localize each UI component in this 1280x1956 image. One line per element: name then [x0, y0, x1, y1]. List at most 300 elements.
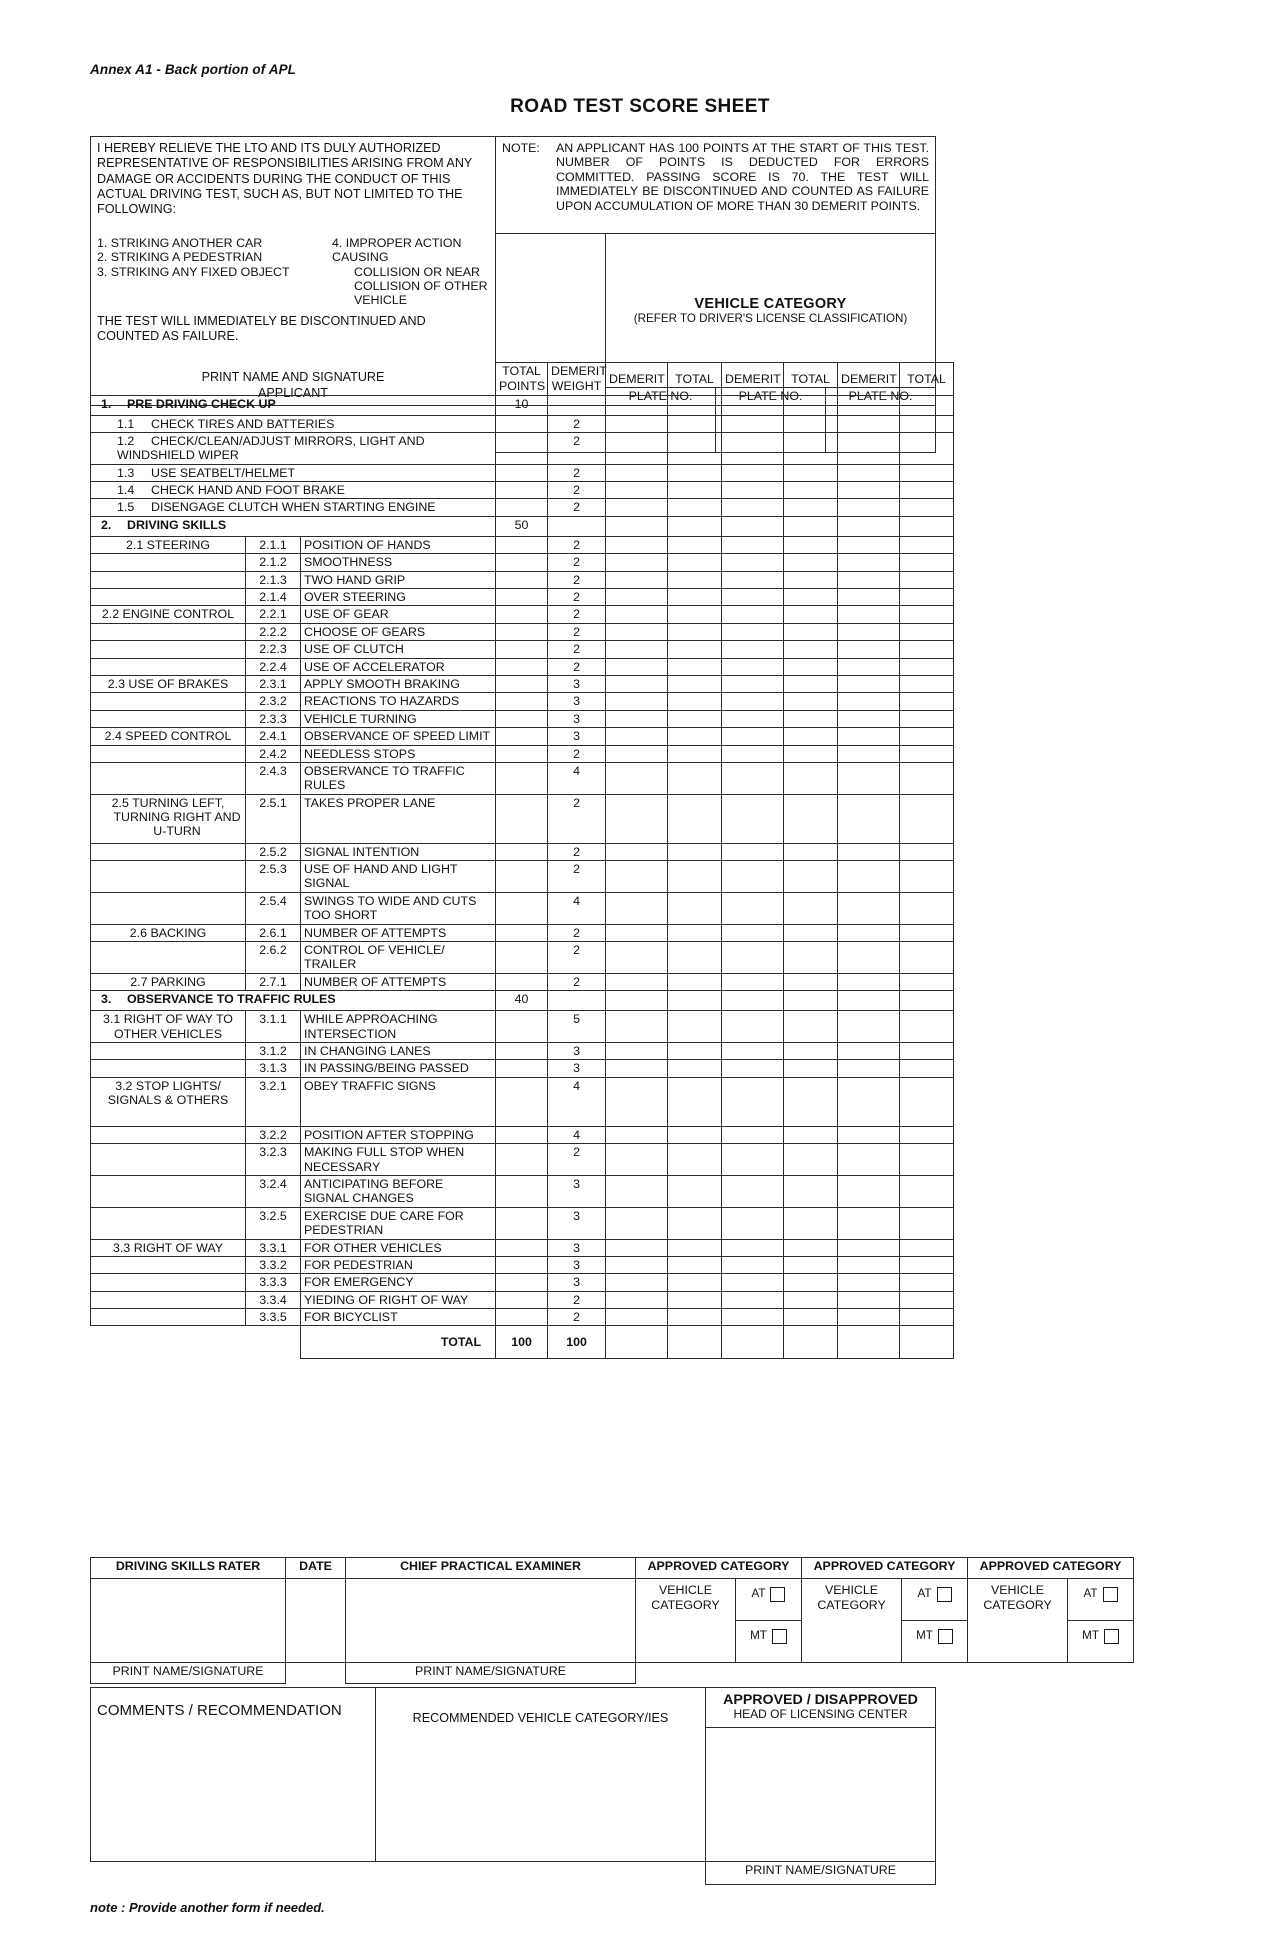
score-cell[interactable] [606, 1043, 668, 1060]
score-cell[interactable] [784, 482, 838, 499]
score-cell[interactable] [722, 861, 784, 893]
score-cell[interactable] [606, 1077, 668, 1126]
score-cell[interactable] [838, 415, 900, 432]
score-cell[interactable] [900, 861, 954, 893]
score-cell[interactable] [900, 536, 954, 553]
score-cell[interactable] [722, 1011, 784, 1043]
score-cell[interactable] [668, 1175, 722, 1207]
score-cell[interactable] [900, 942, 954, 974]
item-code: 2.4.3 [246, 762, 301, 794]
score-cell[interactable] [668, 843, 722, 860]
score-cell[interactable] [900, 1326, 954, 1359]
date-field[interactable] [286, 1579, 346, 1663]
score-cell[interactable] [668, 675, 722, 692]
score-cell[interactable] [900, 728, 954, 745]
score-cell[interactable] [668, 415, 722, 432]
mt-row-3[interactable] [1071, 1622, 1130, 1650]
score-cell[interactable] [668, 973, 722, 990]
at-checkbox-2[interactable] [937, 1587, 952, 1602]
score-cell[interactable] [784, 395, 838, 415]
score-cell[interactable] [668, 1326, 722, 1359]
score-cell[interactable] [784, 1043, 838, 1060]
score-cell[interactable] [784, 1126, 838, 1143]
score-cell[interactable] [900, 554, 954, 571]
item-code: 3.3.1 [246, 1239, 301, 1256]
score-cell[interactable] [722, 606, 784, 623]
score-cell[interactable] [606, 415, 668, 432]
score-cell[interactable] [900, 415, 954, 432]
at-checkbox-cell-3[interactable] [1068, 1579, 1134, 1621]
score-cell[interactable] [606, 942, 668, 974]
item-total-points [496, 693, 548, 710]
approval-signature-field[interactable] [706, 1728, 936, 1862]
score-cell[interactable] [784, 1175, 838, 1207]
score-cell[interactable] [900, 499, 954, 516]
score-cell[interactable] [606, 843, 668, 860]
score-cell[interactable] [784, 991, 838, 1011]
score-cell[interactable] [668, 1207, 722, 1239]
score-cell[interactable] [784, 861, 838, 893]
score-cell[interactable] [668, 395, 722, 415]
score-cell[interactable] [606, 658, 668, 675]
score-cell[interactable] [784, 415, 838, 432]
score-cell[interactable] [606, 395, 668, 415]
score-cell[interactable] [900, 1239, 954, 1256]
score-cell[interactable] [900, 606, 954, 623]
score-cell[interactable] [838, 1309, 900, 1326]
score-cell[interactable] [722, 589, 784, 606]
at-checkbox-3[interactable] [1103, 1587, 1118, 1602]
score-cell[interactable] [838, 892, 900, 924]
score-cell[interactable] [838, 693, 900, 710]
score-cell[interactable] [722, 942, 784, 974]
section-header-row [91, 395, 954, 415]
score-cell[interactable] [838, 1060, 900, 1077]
score-cell[interactable] [900, 1256, 954, 1273]
score-cell[interactable] [722, 973, 784, 990]
score-cell[interactable] [784, 1239, 838, 1256]
score-cell[interactable] [606, 762, 668, 794]
score-cell[interactable] [784, 1291, 838, 1308]
item-total-points [496, 464, 548, 481]
score-cell[interactable] [900, 794, 954, 843]
score-cell[interactable] [900, 973, 954, 990]
score-cell[interactable] [722, 1274, 784, 1291]
score-cell[interactable] [784, 1207, 838, 1239]
score-cell[interactable] [900, 675, 954, 692]
score-cell[interactable] [838, 482, 900, 499]
score-row [91, 606, 954, 623]
score-cell[interactable] [722, 482, 784, 499]
score-cell[interactable] [784, 1274, 838, 1291]
score-cell[interactable] [900, 1043, 954, 1060]
score-cell[interactable] [668, 1126, 722, 1143]
score-cell[interactable] [606, 745, 668, 762]
score-cell[interactable] [838, 641, 900, 658]
score-cell[interactable] [606, 482, 668, 499]
score-cell[interactable] [784, 658, 838, 675]
score-cell[interactable] [900, 892, 954, 924]
score-cell[interactable] [606, 991, 668, 1011]
score-cell[interactable] [722, 1175, 784, 1207]
score-cell[interactable] [722, 693, 784, 710]
score-cell[interactable] [722, 571, 784, 588]
score-cell[interactable] [722, 892, 784, 924]
score-cell[interactable] [668, 1011, 722, 1043]
score-cell[interactable] [668, 1291, 722, 1308]
score-cell[interactable] [900, 1077, 954, 1126]
score-cell[interactable] [900, 589, 954, 606]
score-cell[interactable] [838, 1126, 900, 1143]
score-cell[interactable] [668, 794, 722, 843]
item-total-points [496, 571, 548, 588]
mt-checkbox-cell-1[interactable] [736, 1621, 802, 1663]
score-cell[interactable] [722, 1256, 784, 1273]
item-group-label [91, 1043, 246, 1060]
score-cell[interactable] [900, 658, 954, 675]
score-cell[interactable] [784, 675, 838, 692]
score-cell[interactable] [722, 1326, 784, 1359]
score-cell[interactable] [722, 1060, 784, 1077]
score-cell[interactable] [900, 1126, 954, 1143]
score-cell[interactable] [668, 516, 722, 536]
score-cell[interactable] [784, 499, 838, 516]
score-cell[interactable] [900, 693, 954, 710]
score-cell[interactable] [900, 924, 954, 941]
score-cell[interactable] [838, 1256, 900, 1273]
score-cell[interactable] [722, 641, 784, 658]
score-cell[interactable] [784, 1256, 838, 1273]
score-cell[interactable] [722, 464, 784, 481]
score-cell[interactable] [838, 710, 900, 727]
score-cell[interactable] [784, 745, 838, 762]
score-cell[interactable] [784, 693, 838, 710]
score-cell[interactable] [900, 623, 954, 640]
score-cell[interactable] [838, 675, 900, 692]
score-cell[interactable] [606, 1144, 668, 1176]
score-cell[interactable] [838, 554, 900, 571]
score-cell[interactable] [606, 1011, 668, 1043]
score-cell[interactable] [722, 1077, 784, 1126]
score-cell[interactable] [784, 1144, 838, 1176]
score-cell[interactable] [784, 710, 838, 727]
score-cell[interactable] [784, 924, 838, 941]
score-cell[interactable] [838, 924, 900, 941]
score-cell[interactable] [722, 536, 784, 553]
score-cell[interactable] [838, 1274, 900, 1291]
item-code: 2.1.1 [246, 536, 301, 553]
score-cell[interactable] [784, 1309, 838, 1326]
score-cell[interactable] [838, 499, 900, 516]
score-cell[interactable] [900, 432, 954, 464]
score-cell[interactable] [606, 641, 668, 658]
score-cell[interactable] [838, 1207, 900, 1239]
score-cell[interactable] [838, 991, 900, 1011]
score-cell[interactable] [606, 1060, 668, 1077]
score-cell[interactable] [722, 843, 784, 860]
score-cell[interactable] [668, 589, 722, 606]
score-row [91, 464, 954, 481]
at-row-3[interactable] [1071, 1580, 1130, 1608]
score-cell[interactable] [722, 991, 784, 1011]
at-row-2[interactable] [905, 1580, 964, 1608]
score-cell[interactable] [784, 516, 838, 536]
score-cell[interactable] [900, 710, 954, 727]
score-cell[interactable] [784, 973, 838, 990]
score-cell[interactable] [606, 1175, 668, 1207]
score-cell[interactable] [668, 606, 722, 623]
score-cell[interactable] [722, 794, 784, 843]
mt-checkbox-3[interactable] [1104, 1629, 1119, 1644]
score-cell[interactable] [668, 1144, 722, 1176]
score-cell[interactable] [900, 1207, 954, 1239]
score-cell[interactable] [722, 1043, 784, 1060]
score-cell[interactable] [838, 1144, 900, 1176]
score-cell[interactable] [784, 1077, 838, 1126]
score-cell[interactable] [838, 516, 900, 536]
score-cell[interactable] [606, 1291, 668, 1308]
score-cell[interactable] [606, 623, 668, 640]
score-cell[interactable] [606, 675, 668, 692]
item-group-label [91, 623, 246, 640]
score-cell[interactable] [838, 464, 900, 481]
score-cell[interactable] [784, 843, 838, 860]
item-demerit-weight: 4 [548, 1077, 606, 1126]
score-cell[interactable] [606, 516, 668, 536]
score-cell[interactable] [668, 1274, 722, 1291]
item-code: 1.4 [117, 483, 135, 498]
score-cell[interactable] [900, 1309, 954, 1326]
score-cell[interactable] [668, 554, 722, 571]
score-cell[interactable] [838, 606, 900, 623]
score-cell[interactable] [784, 762, 838, 794]
score-cell[interactable] [668, 658, 722, 675]
mt-checkbox-1[interactable] [772, 1629, 787, 1644]
score-cell[interactable] [900, 482, 954, 499]
score-cell[interactable] [784, 641, 838, 658]
score-cell[interactable] [722, 415, 784, 432]
score-cell[interactable] [606, 728, 668, 745]
score-cell[interactable] [900, 745, 954, 762]
score-cell[interactable] [838, 1011, 900, 1043]
score-cell[interactable] [606, 693, 668, 710]
score-cell[interactable] [722, 1126, 784, 1143]
rater-signature-field[interactable] [91, 1579, 286, 1663]
score-cell[interactable] [668, 432, 722, 464]
score-cell[interactable] [838, 589, 900, 606]
at-row-1[interactable] [739, 1580, 798, 1608]
score-cell[interactable] [900, 516, 954, 536]
score-cell[interactable] [722, 1144, 784, 1176]
score-cell[interactable] [722, 499, 784, 516]
score-cell[interactable] [838, 536, 900, 553]
score-cell[interactable] [784, 536, 838, 553]
score-cell[interactable] [784, 432, 838, 464]
score-cell[interactable] [722, 554, 784, 571]
score-cell[interactable] [838, 762, 900, 794]
score-cell[interactable] [606, 589, 668, 606]
score-cell[interactable] [838, 658, 900, 675]
score-cell[interactable] [838, 1077, 900, 1126]
score-cell[interactable] [838, 861, 900, 893]
score-cell[interactable] [900, 843, 954, 860]
score-cell[interactable] [606, 1326, 668, 1359]
score-cell[interactable] [606, 1239, 668, 1256]
score-cell[interactable] [606, 973, 668, 990]
score-cell[interactable] [784, 1011, 838, 1043]
score-cell[interactable] [900, 571, 954, 588]
score-cell[interactable] [668, 745, 722, 762]
score-cell[interactable] [722, 395, 784, 415]
score-cell[interactable] [668, 1043, 722, 1060]
score-cell[interactable] [606, 1274, 668, 1291]
score-cell[interactable] [722, 1291, 784, 1308]
score-cell[interactable] [722, 762, 784, 794]
score-cell[interactable] [606, 1309, 668, 1326]
score-cell[interactable] [722, 432, 784, 464]
score-cell[interactable] [784, 464, 838, 481]
score-cell[interactable] [606, 1256, 668, 1273]
score-cell[interactable] [838, 571, 900, 588]
score-cell[interactable] [722, 728, 784, 745]
mt-row-1[interactable] [739, 1622, 798, 1650]
mt-checkbox-cell-3[interactable] [1068, 1621, 1134, 1663]
at-checkbox-cell-1[interactable] [736, 1579, 802, 1621]
score-cell[interactable] [668, 1309, 722, 1326]
score-cell[interactable] [606, 1126, 668, 1143]
score-cell[interactable] [722, 745, 784, 762]
score-cell[interactable] [838, 395, 900, 415]
score-cell[interactable] [668, 892, 722, 924]
score-cell[interactable] [900, 395, 954, 415]
score-cell[interactable] [838, 942, 900, 974]
recommended-category-field[interactable] [376, 1862, 706, 1885]
score-cell[interactable] [722, 924, 784, 941]
item-group-label [91, 554, 246, 571]
score-cell[interactable] [668, 1077, 722, 1126]
score-cell[interactable] [722, 1309, 784, 1326]
score-cell[interactable] [838, 1239, 900, 1256]
score-cell[interactable] [838, 745, 900, 762]
score-cell[interactable] [606, 1207, 668, 1239]
score-cell[interactable] [838, 1291, 900, 1308]
score-cell[interactable] [668, 728, 722, 745]
score-cell[interactable] [838, 432, 900, 464]
score-cell[interactable] [900, 641, 954, 658]
mt-checkbox-2[interactable] [938, 1629, 953, 1644]
declaration-item-4: 4. IMPROPER ACTION CAUSING [332, 235, 462, 265]
score-cell[interactable] [784, 606, 838, 623]
score-cell[interactable] [784, 942, 838, 974]
score-cell[interactable] [668, 641, 722, 658]
score-cell[interactable] [606, 794, 668, 843]
score-cell[interactable] [606, 571, 668, 588]
score-cell[interactable] [722, 623, 784, 640]
score-cell[interactable] [668, 499, 722, 516]
score-cell[interactable] [838, 623, 900, 640]
score-cell[interactable] [606, 924, 668, 941]
score-cell[interactable] [900, 1060, 954, 1077]
score-cell[interactable] [900, 1144, 954, 1176]
score-cell[interactable] [838, 794, 900, 843]
score-cell[interactable] [606, 432, 668, 464]
score-cell[interactable] [668, 1239, 722, 1256]
score-cell[interactable] [606, 464, 668, 481]
score-cell[interactable] [606, 606, 668, 623]
score-cell[interactable] [900, 991, 954, 1011]
mt-row-2[interactable] [905, 1622, 964, 1650]
score-cell[interactable] [900, 1291, 954, 1308]
score-cell[interactable] [722, 1239, 784, 1256]
item-code: 2.5.3 [246, 861, 301, 893]
score-row [91, 1239, 954, 1256]
score-cell[interactable] [606, 554, 668, 571]
score-cell[interactable] [668, 536, 722, 553]
score-cell[interactable] [784, 589, 838, 606]
score-cell[interactable] [784, 1060, 838, 1077]
score-cell[interactable] [722, 1207, 784, 1239]
score-cell[interactable] [838, 843, 900, 860]
score-cell[interactable] [606, 536, 668, 553]
score-cell[interactable] [838, 973, 900, 990]
score-cell[interactable] [668, 623, 722, 640]
score-cell[interactable] [900, 464, 954, 481]
score-cell[interactable] [784, 554, 838, 571]
score-cell[interactable] [668, 1060, 722, 1077]
score-cell[interactable] [668, 861, 722, 893]
score-cell[interactable] [722, 675, 784, 692]
score-cell[interactable] [900, 762, 954, 794]
score-cell[interactable] [838, 1175, 900, 1207]
score-cell[interactable] [668, 710, 722, 727]
score-cell[interactable] [668, 482, 722, 499]
score-cell[interactable] [722, 658, 784, 675]
score-cell[interactable] [668, 1256, 722, 1273]
at-checkbox-1[interactable] [770, 1587, 785, 1602]
score-cell[interactable] [784, 571, 838, 588]
score-cell[interactable] [606, 861, 668, 893]
score-cell[interactable] [722, 710, 784, 727]
score-cell[interactable] [668, 762, 722, 794]
score-cell[interactable] [900, 1274, 954, 1291]
score-cell[interactable] [838, 728, 900, 745]
score-cell[interactable] [606, 499, 668, 516]
comments-field[interactable] [91, 1862, 376, 1885]
mt-checkbox-cell-2[interactable] [902, 1621, 968, 1663]
score-cell[interactable] [668, 942, 722, 974]
examiner-signature-field[interactable] [346, 1579, 636, 1663]
score-cell[interactable] [838, 1043, 900, 1060]
score-cell[interactable] [668, 464, 722, 481]
score-cell[interactable] [668, 991, 722, 1011]
score-cell[interactable] [784, 623, 838, 640]
score-cell[interactable] [668, 571, 722, 588]
score-cell[interactable] [606, 710, 668, 727]
score-cell[interactable] [900, 1011, 954, 1043]
score-cell[interactable] [784, 728, 838, 745]
score-cell[interactable] [900, 1175, 954, 1207]
score-cell[interactable] [606, 892, 668, 924]
at-checkbox-cell-2[interactable] [902, 1579, 968, 1621]
score-cell[interactable] [838, 1326, 900, 1359]
plate-no-header-1: PLATE NO. [606, 388, 716, 405]
score-cell[interactable] [784, 1326, 838, 1359]
score-cell[interactable] [784, 892, 838, 924]
score-cell[interactable] [668, 924, 722, 941]
score-cell[interactable] [784, 794, 838, 843]
score-cell[interactable] [722, 516, 784, 536]
score-cell[interactable] [668, 693, 722, 710]
